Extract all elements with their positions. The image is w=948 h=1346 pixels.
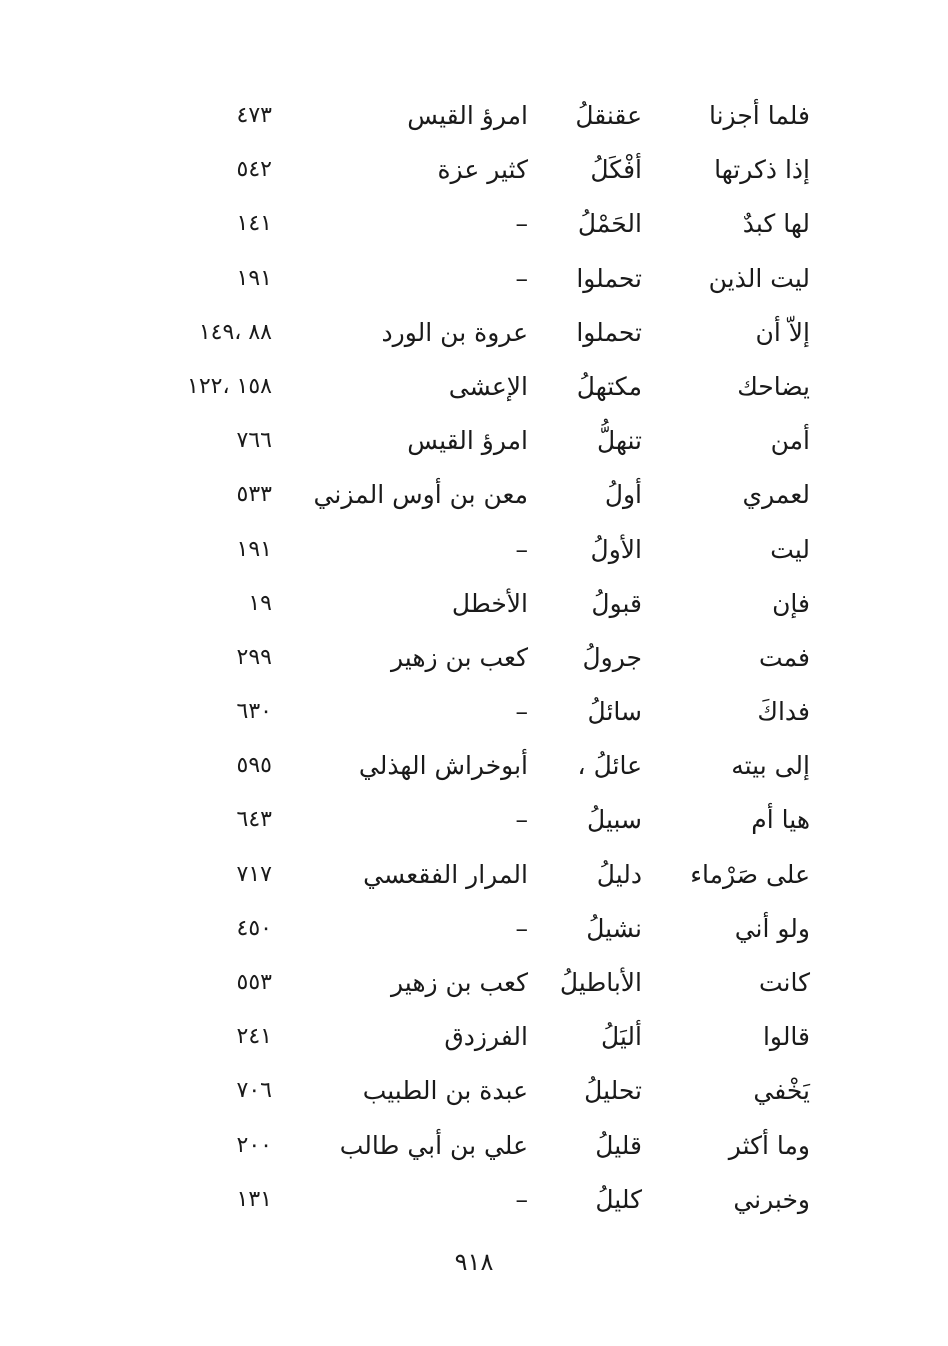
poet-name: – [515,263,528,293]
verse-opening: أمن [770,426,810,456]
table-row [0,1122,948,1176]
rhyme-word: عقنقلُ [575,101,642,130]
rhyme-word: تحملوا [576,317,642,347]
rhyme-word: كليلُ [595,1184,642,1214]
table-row [0,92,948,146]
page-references: ٥٥٣ [236,970,272,995]
rhyme-word: سبيلُ [587,805,642,835]
table-row [0,580,948,634]
poet-name: عبدة بن الطبيب [362,1076,528,1106]
table-row [0,363,948,417]
poet-name: – [515,913,528,943]
verse-opening: على صَرْماء [690,859,810,889]
table-row [0,200,948,254]
page-references: ٧٠٦ [236,1078,272,1104]
poet-name: – [515,697,528,727]
page-references: ٧١٧ [236,861,272,887]
page-references: ١٩١ [236,536,272,562]
rhyme-word: تحليلُ [584,1076,642,1106]
verse-opening: ليت [770,534,810,564]
page-references: ٧٦٦ [236,428,272,454]
rhyme-word: أولُ [604,480,642,510]
table-row [0,634,948,688]
rhyme-word: أليَلُ [600,1022,642,1052]
poet-name: الأخطل [451,588,528,618]
page-references: ١٤١ [236,211,272,237]
poet-name: امرؤ القيس [407,101,528,130]
table-row [0,146,948,200]
poet-name: علي بن أبي طالب [339,1130,528,1160]
poet-name: المرار الفقعسي [363,859,528,889]
table-row [0,526,948,580]
verse-opening: يضاحك [737,371,810,401]
page-references: ٢٩٩ [236,644,272,670]
page-references: ٢٤١ [236,1024,272,1050]
page-references: ٥٩٥ [236,753,272,779]
table-row [0,1013,948,1067]
poet-name: الفرزدق [444,1022,528,1052]
table-row [0,905,948,959]
verse-opening: ولو أني [734,913,810,943]
rhyme-word: الأولُ [590,534,642,564]
poet-name: معن بن أوس المزني [313,480,528,510]
verse-opening: وخبرني [733,1184,810,1214]
rhyme-word: تحملوا [576,263,642,293]
page-references: ٥٤٢ [236,157,272,183]
verse-opening: ليت الذين [708,263,810,293]
verse-opening: هيا أم [751,805,810,835]
verse-opening: إذا ذكرتها [714,155,810,185]
poet-name: كعب بن زهير [391,968,528,997]
verse-opening: وما أكثر [728,1130,810,1160]
poet-name: – [515,1184,528,1214]
verse-opening: إلى بيته [731,751,810,781]
verse-opening: إلاّ أن [755,317,810,347]
rhyme-word: عائلُ ، [577,751,642,781]
verse-opening: لعمري [742,480,810,510]
table-row [0,417,948,471]
rhyme-word: دليلُ [596,859,642,889]
rhyme-word: قليلُ [595,1130,642,1160]
table-row [0,1067,948,1121]
page-references: ٦٤٣ [236,807,272,833]
verse-opening: فإن [772,588,810,618]
table-row [0,959,948,1013]
poet-name: كثير عزة [437,155,528,185]
verse-opening: قالوا [762,1022,810,1052]
table-row [0,309,948,363]
rhyme-word: الأباطيلُ [559,968,642,997]
page-references: ٤٧٣ [236,103,272,128]
verse-opening: لها كبدٌ [742,209,810,239]
page-references: ١٩ [248,590,272,616]
page-references: ١٣١ [236,1186,272,1212]
verse-index-table [0,92,948,1230]
verse-opening: يَخْفي [753,1076,810,1106]
poet-name: عروة بن الورد [381,317,528,347]
verse-opening: كانت [758,968,810,997]
page-references: ١٥٨ ،١٢٢ [187,373,272,399]
poet-name: – [515,805,528,835]
rhyme-word: مكتهلُ [576,371,642,401]
table-row [0,255,948,309]
poet-name: كعب بن زهير [391,642,528,672]
rhyme-word: تنهلُّ [597,426,642,456]
table-row [0,742,948,796]
poet-name: الإعشى [448,371,528,401]
verse-opening: فلما أجزنا [708,101,810,130]
verse-opening: فمت [759,642,810,672]
rhyme-word: الحَمْلُ [577,209,642,239]
rhyme-word: قبولُ [591,588,642,618]
verse-opening: فداكَ [757,697,810,727]
poet-name: امرؤ القيس [407,426,528,456]
rhyme-word: جرولُ [582,642,642,672]
table-row [0,1176,948,1230]
page-references: ٥٣٣ [236,482,272,508]
page-references: ٤٥٠ [236,915,272,941]
rhyme-word: نشيلُ [586,913,642,943]
table-row [0,688,948,742]
page-references: ١٩١ [236,265,272,291]
page-references: ٢٠٠ [236,1132,272,1158]
page-references: ٦٣٠ [236,699,272,725]
table-row [0,851,948,905]
table-row [0,471,948,525]
rhyme-word: أفْكَلُ [590,155,642,185]
page-number: ٩١٨ [454,1248,494,1276]
table-row [0,796,948,850]
poet-name: – [515,534,528,564]
poet-name: – [515,209,528,239]
rhyme-word: سائلُ [587,697,642,727]
poet-name: أبوخراش الهذلي [358,751,528,781]
page-references: ٨٨ ،١٤٩ [198,319,272,345]
